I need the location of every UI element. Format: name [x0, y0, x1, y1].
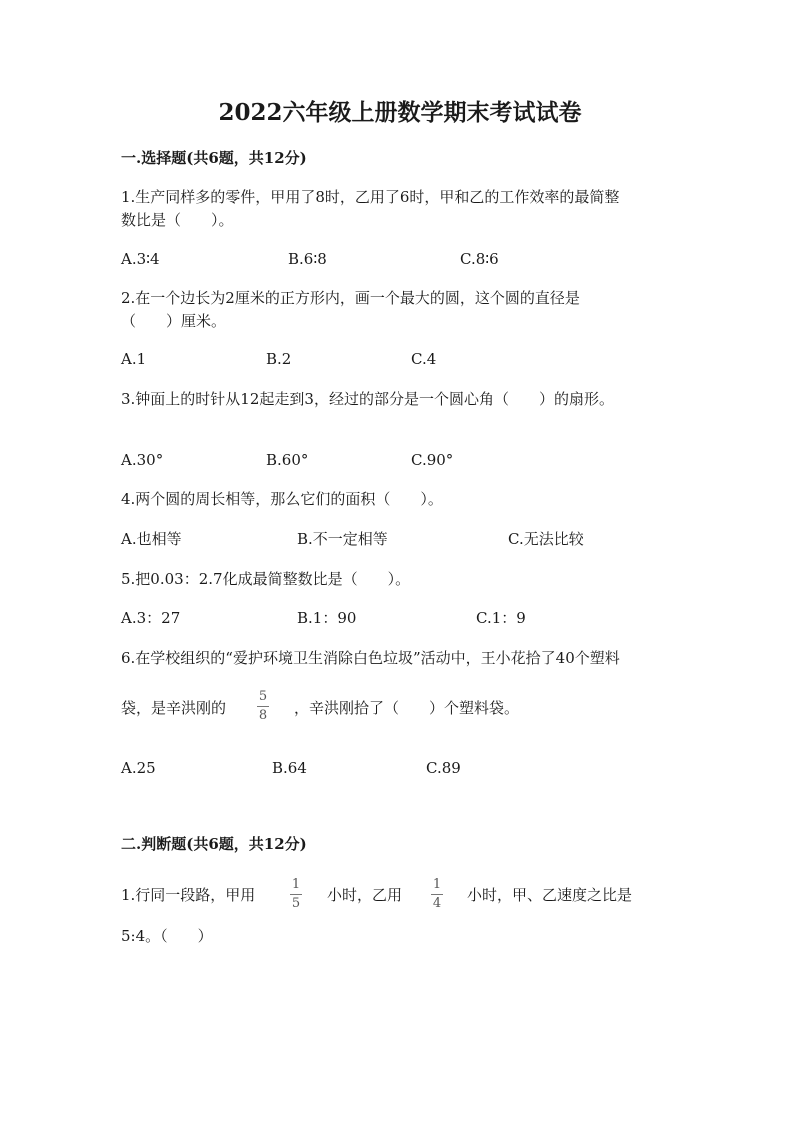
s2-q1-fraction2-numerator: 1: [432, 877, 442, 892]
fraction-bar: [257, 706, 269, 707]
q1-option-a: A.3∶4: [121, 250, 160, 268]
s2-q1-part3: 小时，甲、乙速度之比是: [467, 886, 633, 904]
q1-text-line1: 1.生产同样多的零件，甲用了8时，乙用了6时，甲和乙的工作效率的最简整: [121, 188, 620, 206]
s2-q1-fraction1: [285, 878, 307, 911]
q4-text-line1: 4.两个圆的周长相等，那么它们的面积（ ）。: [121, 490, 443, 508]
q3-option-a: A.30°: [121, 451, 164, 469]
q5-option-c: C.1：9: [476, 609, 526, 627]
s2-q1-fraction1-denominator: 5: [291, 896, 301, 911]
s2-q1-part2: 小时，乙用: [327, 886, 403, 904]
q4-option-c: C.无法比较: [508, 530, 584, 548]
section-heading-choice: 一.选择题(共6题，共12分): [121, 149, 307, 167]
q5-option-a: A.3：27: [121, 609, 181, 627]
q6-text-line1: 6.在学校组织的“爱护环境卫生消除白色垃圾”活动中，王小花拾了40个塑料: [121, 649, 620, 667]
q6-option-c: C.89: [426, 759, 461, 777]
q5-text-line1: 5.把0.03：2.7化成最简整数比是（ ）。: [121, 570, 411, 588]
q6-option-a: A.25: [121, 759, 156, 777]
s2-q1-line2: 5:4。（ ）: [121, 927, 213, 945]
q2-option-c: C.4: [411, 350, 437, 368]
q3-option-c: C.90°: [411, 451, 454, 469]
s2-q1-fraction2-denominator: 4: [432, 896, 442, 911]
s2-q1-part1: 1.行同一段路，甲用: [121, 886, 256, 904]
q2-text-line2: （ ）厘米。: [121, 312, 227, 330]
q6-text-line2a: 袋，是辛洪刚的: [121, 699, 227, 717]
s2-q1-fraction1-numerator: 1: [291, 877, 301, 892]
q5-option-b: B.1：90: [297, 609, 357, 627]
q1-option-b: B.6∶8: [288, 250, 327, 268]
section-heading-judgement: 二.判断题(共6题，共12分): [121, 835, 307, 853]
q1-text-line2: 数比是（ ）。: [121, 211, 234, 229]
q6-option-b: B.64: [272, 759, 307, 777]
page-title: 2022六年级上册数学期末考试试卷: [218, 99, 582, 126]
q4-option-b: B.不一定相等: [297, 530, 388, 548]
fraction-bar: [290, 894, 302, 895]
q6-text-line2b: ，辛洪刚拾了（ ）个塑料袋。: [294, 699, 520, 717]
q6-fraction-denominator: 8: [258, 708, 268, 723]
fraction-bar: [431, 894, 443, 895]
q2-text-line1: 2.在一个边长为2厘米的正方形内，画一个最大的圆，这个圆的直径是: [121, 289, 580, 307]
q1-option-c: C.8∶6: [460, 250, 499, 268]
q6-fraction-numerator: 5: [258, 689, 268, 704]
q3-text-line1: 3.钟面上的时针从12起走到3，经过的部分是一个圆心角（ ）的扇形。: [121, 390, 614, 408]
s2-q1-fraction2: [426, 878, 448, 911]
q2-option-a: A.1: [121, 350, 147, 368]
q4-option-a: A.也相等: [121, 530, 182, 548]
q6-fraction: [252, 690, 274, 723]
q3-option-b: B.60°: [266, 451, 309, 469]
q2-option-b: B.2: [266, 350, 292, 368]
